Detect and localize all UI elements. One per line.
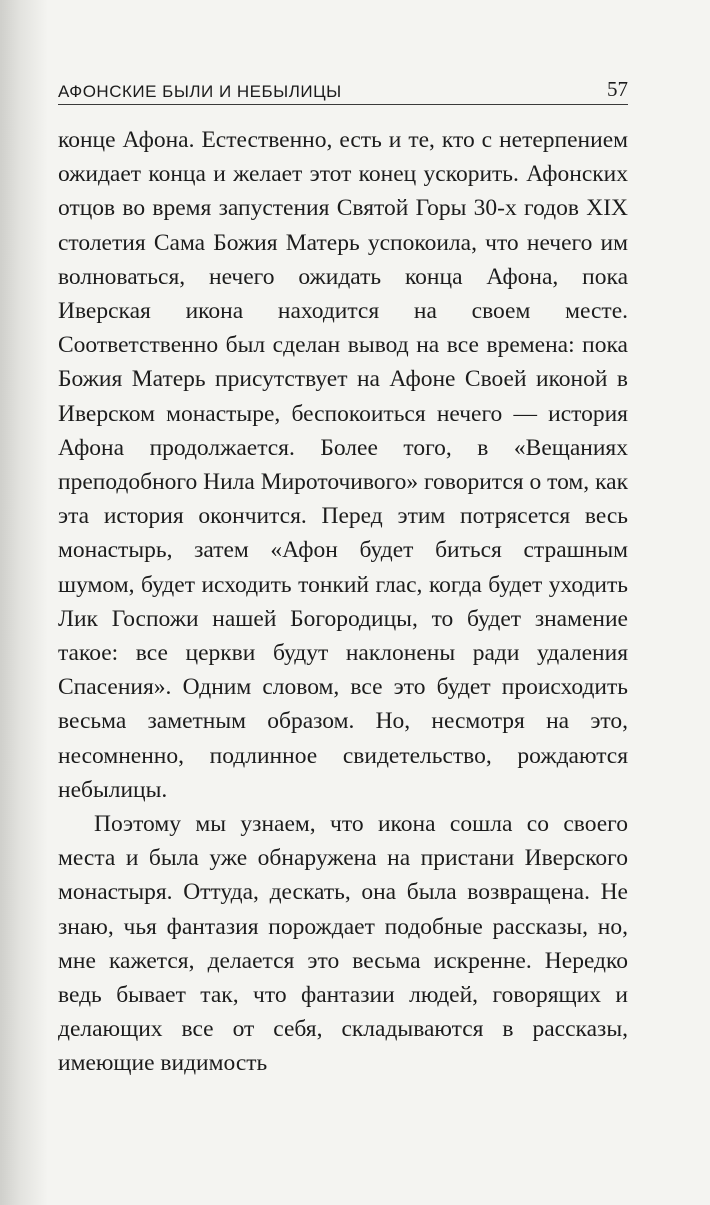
paragraph-2: Поэтому мы узнаем, что икона сошла со своего места и была уже обнаружена на пристани Иверского монастыря. Оттуда, дескать, она была возвращена. Не знаю, чья фантазия порождает подобные рассказы, но, мне кажется, делается это весьма искренне. Нередко ведь бывает так, что фантазии людей, говорящих и делающих все от себя, складываются в рассказы, имеющие видимость bbox=[58, 811, 628, 1077]
paragraph-1: конце Афона. Естественно, есть и те, кто с нетерпением ожидает конца и желает этот конец ускорить. Афонских отцов во время запустения Святой Горы 30-х годов XIX столетия Сама Божия Матерь успокоила, что нечего им волноваться, нечего ожидать конца Афона, пока Иверская икона находится на своем месте. Соответственно был сделан вывод на все времена: пока Божия Матерь присутствует на Афоне Своей иконой в Иверском монастыре, беспокоиться нечего — история Афона продолжается. Более того, в «Вещаниях преподобного Нила Мироточивого» говорится о том, как эта история окончится. Перед этим потрясется весь монастырь, затем «Афон будет биться страшным шумом, будет исходить тонкий глас, когда будет уходить Лик Госпожи нашей Богородицы, то будет знамение такое: все церкви будут наклонены ради удаления Спасения». Одним словом, все это будет происходить весьма заметным образом. Но, несмотря на это, несомненно, подлинное свидетельство, рождаются небылицы. bbox=[58, 127, 628, 803]
body-text bbox=[58, 123, 628, 1081]
running-head bbox=[58, 68, 628, 105]
page-number: 57 bbox=[607, 77, 628, 101]
running-title: АФОНСКИЕ БЫЛИ И НЕБЫЛИЦЫ bbox=[58, 82, 342, 101]
book-page bbox=[58, 68, 628, 1081]
scan-edge-shadow bbox=[0, 0, 48, 1205]
